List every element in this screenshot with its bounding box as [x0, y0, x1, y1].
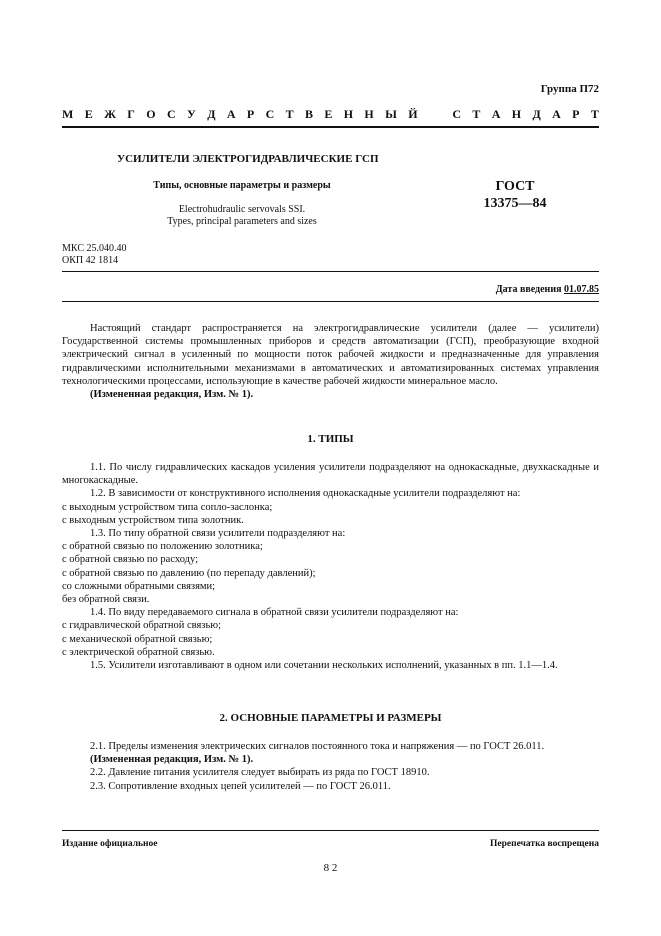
- date-rule: [62, 301, 599, 302]
- english-title-line2: Types, principal parameters and sizes: [167, 216, 317, 227]
- banner-letter: С: [265, 107, 275, 121]
- banner-letter: Е: [324, 107, 333, 121]
- intro-paragraph: Настоящий стандарт распространяется на электрогидравлические усилители (далее — усилители) Государственной системы промышленных приборов и средств автоматизации (ГСП), преобразующие входной электрический сигнал в усиленный по мощности поток рабочей жидкости и предназначенные для управления гидравлическими исполнительными механизмами в автоматических и автоматизированных системах управления технологическими процессами, использующие в качестве рабочей жидкости минеральное масло.: [62, 323, 599, 387]
- banner-letter: Е: [84, 107, 93, 121]
- banner-letter: Т: [285, 107, 294, 121]
- gost-number: [470, 178, 560, 212]
- list-item: с выходным устройством типа золотник.: [62, 514, 244, 526]
- header-rule: [62, 126, 599, 128]
- amendment-note: (Измененная редакция, Изм. № 1).: [90, 389, 254, 401]
- list-item: с механической обратной связью;: [62, 633, 213, 645]
- banner-letter: Н: [343, 107, 354, 121]
- banner-letter: А: [491, 107, 501, 121]
- section-1-heading: 1. ТИПЫ: [307, 433, 354, 445]
- clause-2-1: 2.1. Пределы изменения электрических сигналов постоянного тока и напряжения — по ГОСТ 26.011.: [90, 741, 545, 752]
- footer: [62, 839, 599, 849]
- gost-code: 13375—84: [483, 196, 547, 211]
- intro-block: [62, 322, 599, 401]
- clause-1-3: 1.3. По типу обратной связи усилители подразделяют на:: [90, 528, 346, 540]
- effective-date-label: Дата введения: [495, 284, 562, 295]
- banner-letter: Ы: [385, 107, 397, 121]
- banner-letter: У: [187, 107, 196, 121]
- banner-letter: В: [304, 107, 313, 121]
- banner-letter: О: [146, 107, 156, 121]
- banner-gap: [429, 107, 441, 122]
- banner-letter: Т: [590, 107, 599, 121]
- section-2-heading: 2. ОСНОВНЫЕ ПАРАМЕТРЫ И РАЗМЕРЫ: [219, 712, 442, 724]
- effective-date-value: 01.07.85: [564, 284, 599, 295]
- reprint-prohibited-label: Перепечатка воспрещена: [489, 839, 599, 849]
- banner-letter: Т: [472, 107, 481, 121]
- banner-letter: Н: [364, 107, 374, 121]
- english-title-line1: Electrohudraulic servovals SSI.: [178, 204, 306, 215]
- document-title: УСИЛИТЕЛИ ЭЛЕКТРОГИДРАВЛИЧЕСКИЕ ГСП: [117, 153, 379, 165]
- banner-letter: С: [452, 107, 462, 121]
- banner-letter: А: [552, 107, 561, 121]
- section-1-body: [62, 461, 599, 672]
- page-number: 8 2: [323, 862, 338, 874]
- list-item: с обратной связью по давлению (по перепаду давлений);: [62, 567, 316, 579]
- gost-label: ГОСТ: [495, 179, 535, 194]
- banner-letter: Н: [511, 107, 522, 121]
- banner-letter: Д: [207, 107, 216, 121]
- list-item: с электрической обратной связью.: [62, 646, 215, 658]
- classification-codes: [62, 243, 126, 267]
- list-item: с обратной связью по положению золотника;: [62, 541, 263, 553]
- footer-rule: [62, 830, 599, 831]
- banner-letter: Г: [127, 107, 135, 121]
- clause-1-2: 1.2. В зависимости от конструктивного исполнения однокаскадные усилители подразделяют на:: [90, 488, 521, 500]
- list-item: с гидравлической обратной связью;: [62, 620, 222, 632]
- official-edition-label: Издание официальное: [62, 839, 158, 849]
- list-item: с выходным устройством типа сопло-заслонка;: [62, 501, 273, 513]
- mks-code: МКС 25.040.40: [62, 243, 127, 254]
- clause-1-1: 1.1. По числу гидравлических каскадов усиления усилители подразделяют на однокаскадные, двухкаскадные и многокаскадные.: [62, 462, 599, 487]
- amendment-note: (Измененная редакция, Изм. № 1).: [90, 754, 254, 766]
- banner-letter: Р: [246, 107, 255, 121]
- list-item: с обратной связью по расходу;: [62, 554, 199, 566]
- banner-letter: Ж: [104, 107, 116, 121]
- section-2-body: [62, 740, 599, 793]
- banner-letter: Й: [408, 107, 418, 121]
- document-subtitle: Типы, основные параметры и размеры: [153, 180, 331, 191]
- banner-letter: М: [62, 107, 74, 121]
- banner-letter: С: [167, 107, 176, 121]
- effective-date: [496, 284, 599, 295]
- banner-letter: Р: [572, 107, 580, 121]
- clause-1-4: 1.4. По виду передаваемого сигнала в обратной связи усилители подразделяют на:: [90, 607, 459, 619]
- banner-letter: Д: [532, 107, 541, 121]
- list-item: без обратной связи.: [62, 594, 150, 606]
- banner-letter: А: [226, 107, 236, 121]
- codes-rule: [62, 271, 599, 272]
- clause-1-5: 1.5. Усилители изготавливают в одном или сочетании нескольких исполнений, указанных в пп. 1.1—1.4.: [90, 660, 558, 672]
- clause-2-3: 2.3. Сопротивление входных цепей усилителей — по ГОСТ 26.011.: [90, 780, 391, 792]
- english-title: [62, 204, 422, 228]
- interstate-standard-banner: [62, 107, 599, 122]
- clause-2-2: 2.2. Давление питания усилителя следует выбирать из ряда по ГОСТ 18910.: [90, 767, 430, 779]
- list-item: со сложными обратными связями;: [62, 580, 216, 592]
- group-code: Группа П72: [540, 83, 599, 95]
- okp-code: ОКП 42 1814: [62, 255, 119, 266]
